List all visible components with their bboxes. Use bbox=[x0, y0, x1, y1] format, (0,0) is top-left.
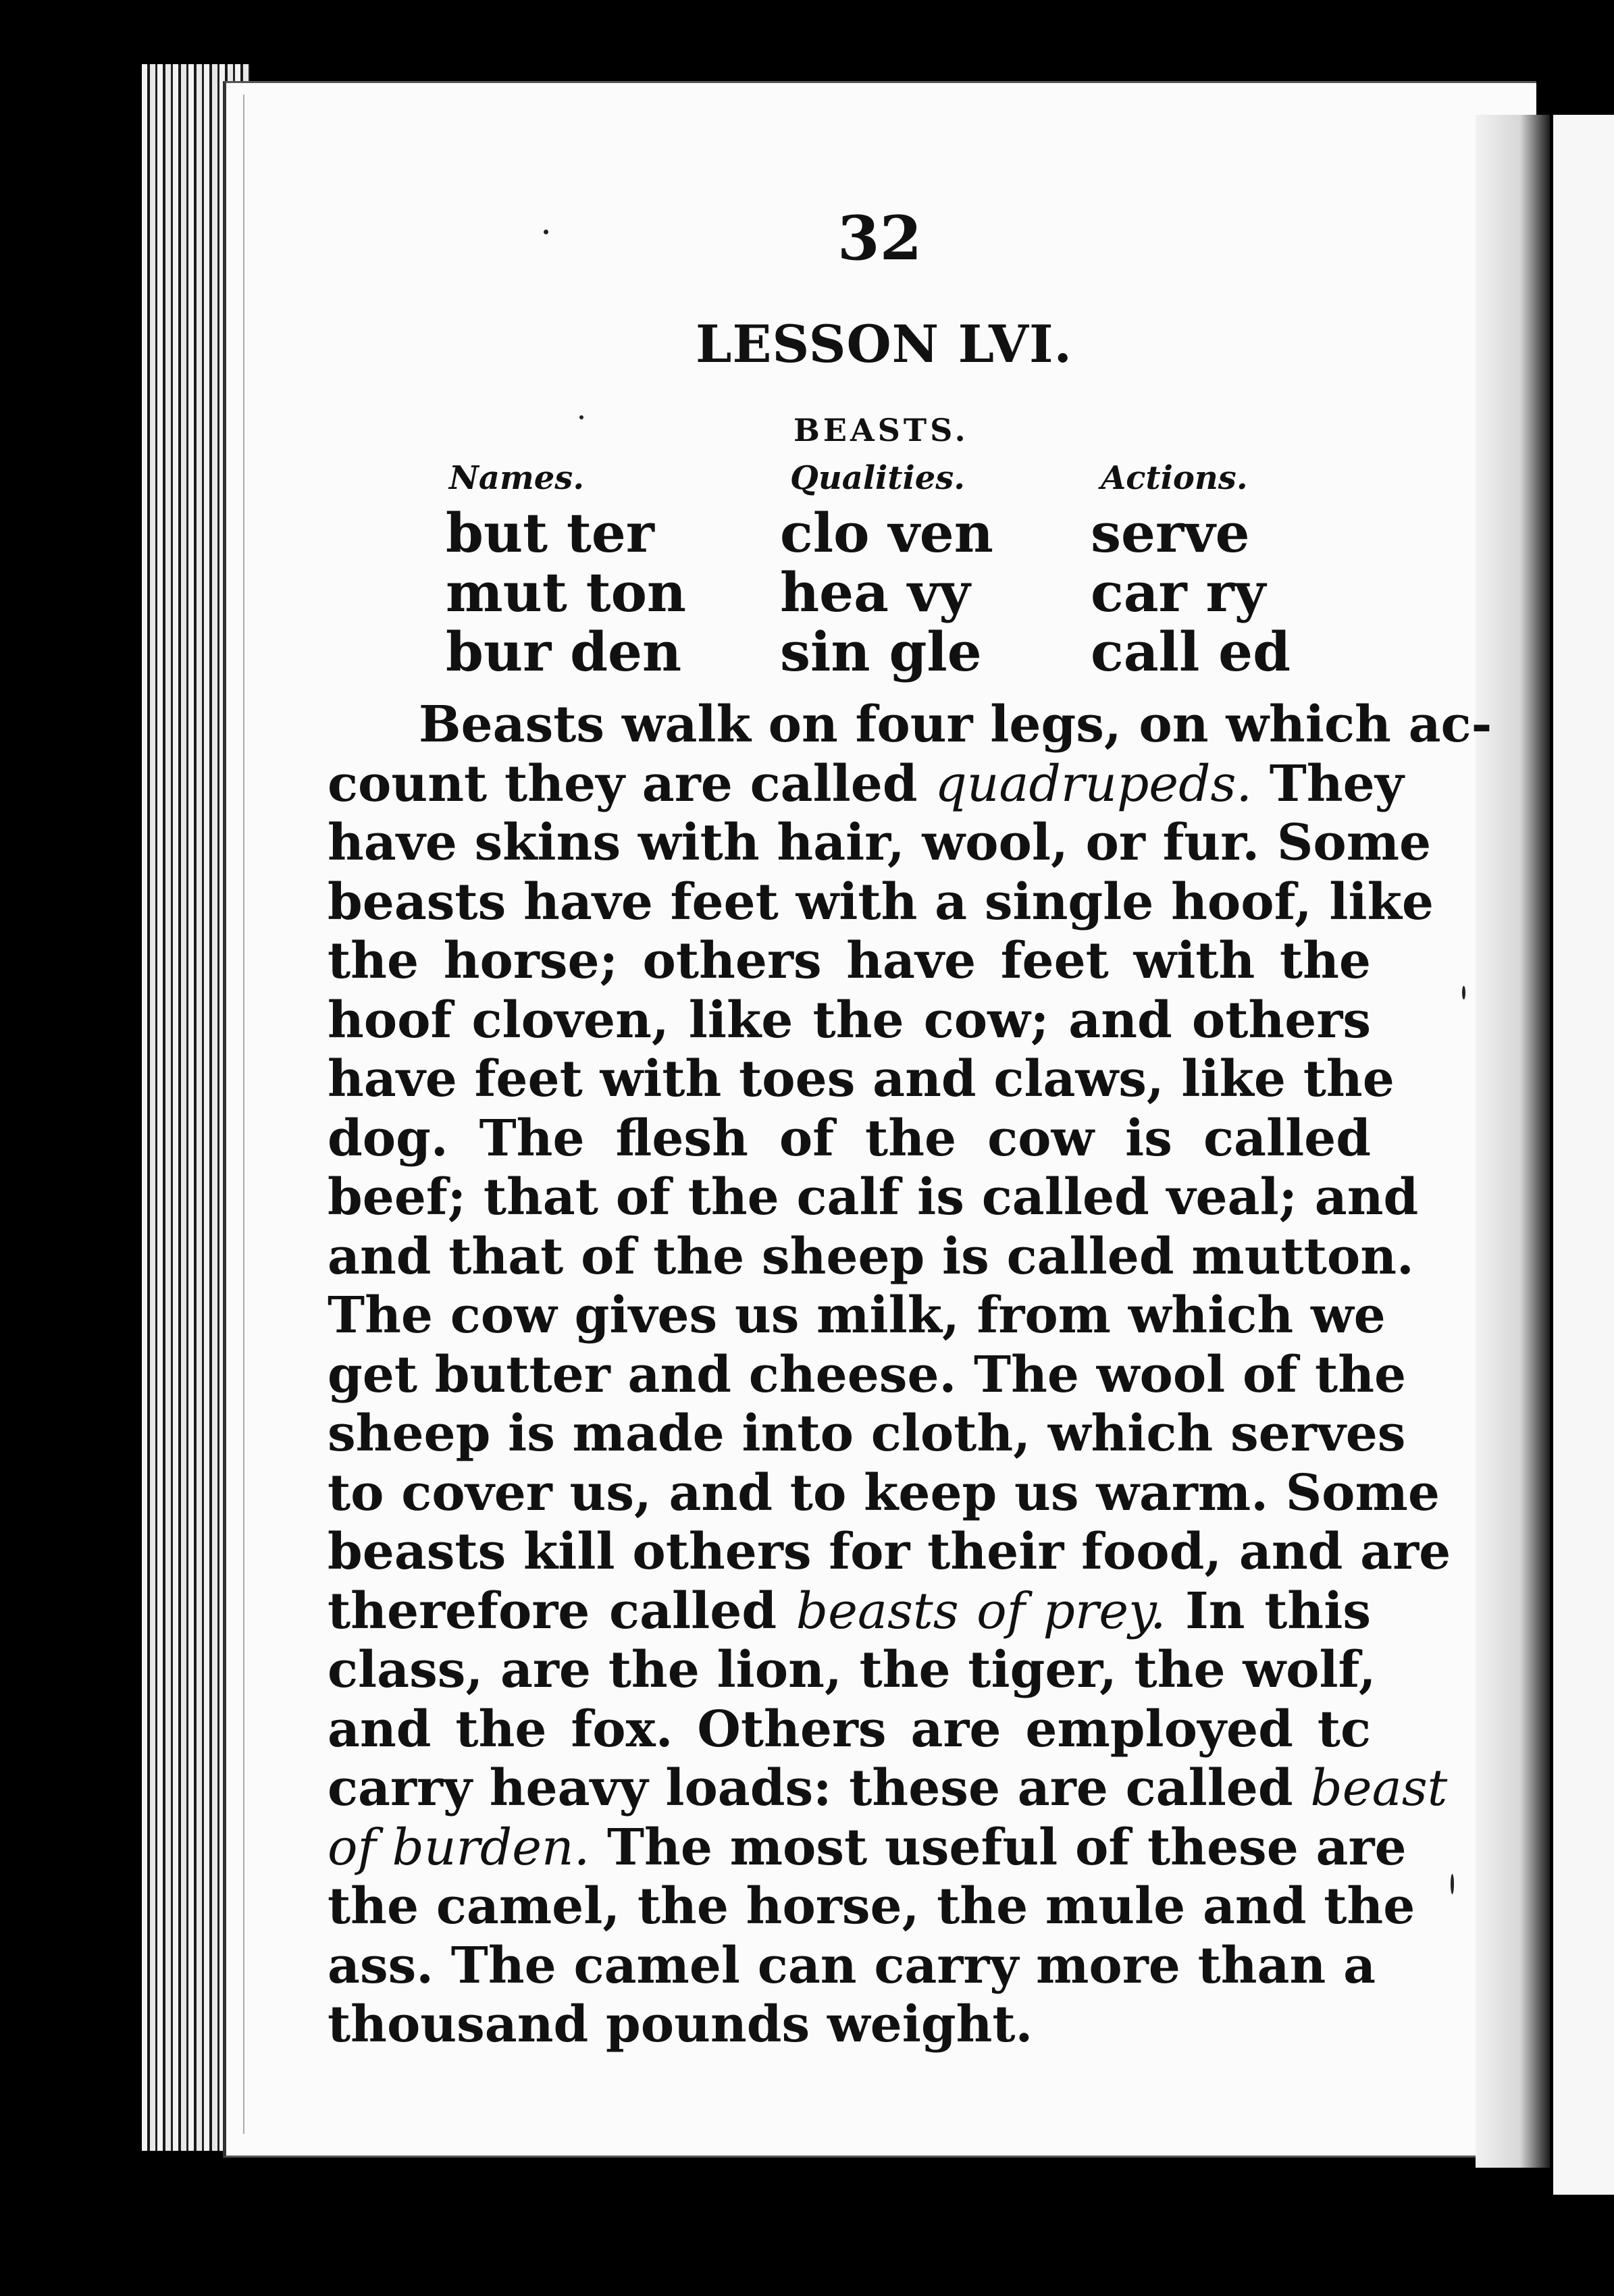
word-item: clo ven bbox=[780, 501, 993, 565]
page-number: 32 bbox=[837, 203, 922, 274]
paragraph-line bbox=[328, 1582, 1371, 1642]
line-text: the horse; others have feet with the bbox=[328, 932, 1371, 990]
paragraph-line bbox=[328, 1050, 1395, 1110]
line-text: to cover us, and to keep us warm. Some bbox=[328, 1463, 1440, 1522]
ink-speck bbox=[579, 415, 583, 419]
paragraph-line bbox=[328, 754, 1404, 814]
line-text: beasts have feet with a single hoof, like bbox=[328, 872, 1434, 931]
paragraph-line bbox=[328, 814, 1432, 873]
line-text: thousand pounds weight. bbox=[328, 1995, 1033, 2054]
line-text: In this bbox=[1166, 1582, 1372, 1640]
paragraph-line bbox=[328, 1995, 1371, 2055]
line-text: class, are the lion, the tiger, the wolf, bbox=[328, 1641, 1376, 1699]
line-text: dog. The flesh of the cow is called bbox=[328, 1109, 1371, 1168]
paragraph-line bbox=[328, 1405, 1406, 1464]
word-item: bur den bbox=[446, 620, 682, 683]
paragraph-line bbox=[328, 1168, 1419, 1228]
italic-term: beasts of prey. bbox=[796, 1582, 1166, 1640]
word-column-actions bbox=[1091, 503, 1291, 681]
italic-term: beast bbox=[1310, 1759, 1448, 1817]
paragraph-line bbox=[328, 872, 1434, 933]
word-column-names bbox=[446, 503, 686, 681]
word-column-qualities bbox=[780, 503, 993, 681]
ink-speck bbox=[1462, 986, 1465, 999]
column-header-names: Names. bbox=[449, 459, 585, 497]
page-gutter-shadow bbox=[1476, 115, 1550, 2168]
line-text: They bbox=[1251, 754, 1404, 813]
line-text: beasts kill others for their food, and are bbox=[328, 1523, 1451, 1581]
page-inner-edge bbox=[243, 95, 244, 2134]
paragraph-line bbox=[328, 1286, 1386, 1346]
ink-speck bbox=[1451, 1874, 1454, 1894]
ink-speck bbox=[544, 230, 548, 234]
paragraph-line bbox=[328, 1523, 1451, 1582]
line-text: Beasts walk on four legs, on which ac- bbox=[419, 696, 1492, 754]
line-text: hoof cloven, like the cow; and others bbox=[328, 991, 1371, 1049]
next-page-edge bbox=[1553, 115, 1614, 2195]
line-text: The cow gives us milk, from which we bbox=[328, 1286, 1386, 1345]
line-text: carry heavy loads: these are called bbox=[328, 1759, 1311, 1817]
paragraph-line bbox=[328, 991, 1371, 1051]
paragraph-line bbox=[328, 1936, 1376, 1996]
paragraph-line bbox=[328, 1759, 1448, 1819]
line-text: ass. The camel can carry more than a bbox=[328, 1936, 1376, 1995]
line-text: The most useful of these are bbox=[590, 1818, 1407, 1877]
word-item: car ry bbox=[1091, 560, 1266, 624]
line-text: count they are called bbox=[328, 754, 935, 813]
column-header-qualities: Qualities. bbox=[790, 459, 965, 497]
paragraph-line bbox=[328, 1641, 1376, 1700]
word-item: hea vy bbox=[780, 560, 970, 624]
paragraph-line bbox=[328, 1818, 1407, 1878]
italic-term: quadrupeds. bbox=[935, 754, 1252, 813]
line-text: the camel, the horse, the mule and the bbox=[328, 1877, 1415, 1935]
line-text: and that of the sheep is called mutton. bbox=[328, 1227, 1414, 1286]
column-header-actions: Actions. bbox=[1101, 459, 1248, 497]
paragraph-line bbox=[328, 1700, 1371, 1760]
word-item: call ed bbox=[1091, 620, 1291, 683]
line-text: therefore called bbox=[328, 1582, 796, 1640]
paragraph-line bbox=[328, 1345, 1407, 1405]
word-item: but ter bbox=[446, 501, 654, 565]
lesson-paragraph bbox=[328, 696, 1492, 2055]
section-title: BEASTS. bbox=[793, 412, 969, 448]
word-item: mut ton bbox=[446, 560, 687, 624]
line-text: get butter and cheese. The wool of the bbox=[328, 1345, 1407, 1404]
line-text: sheep is made into cloth, which serves bbox=[328, 1405, 1406, 1463]
line-text: beef; that of the calf is called veal; and bbox=[328, 1168, 1419, 1226]
paragraph-line bbox=[328, 1110, 1371, 1169]
line-text: have feet with toes and claws, like the bbox=[328, 1050, 1395, 1108]
paragraph-line bbox=[328, 1877, 1415, 1937]
paragraph-line bbox=[328, 932, 1371, 991]
paragraph-line bbox=[328, 1227, 1414, 1287]
line-text: have skins with hair, wool, or fur. Some bbox=[328, 814, 1432, 872]
word-item: serve bbox=[1091, 501, 1250, 565]
line-text: and the fox. Others are employed tc bbox=[328, 1700, 1371, 1758]
italic-term: of burden. bbox=[328, 1818, 590, 1877]
word-item: sin gle bbox=[780, 620, 982, 683]
lesson-title: LESSON LVI. bbox=[696, 314, 1072, 374]
paragraph-line bbox=[328, 1463, 1440, 1523]
paragraph-line bbox=[328, 696, 1492, 755]
